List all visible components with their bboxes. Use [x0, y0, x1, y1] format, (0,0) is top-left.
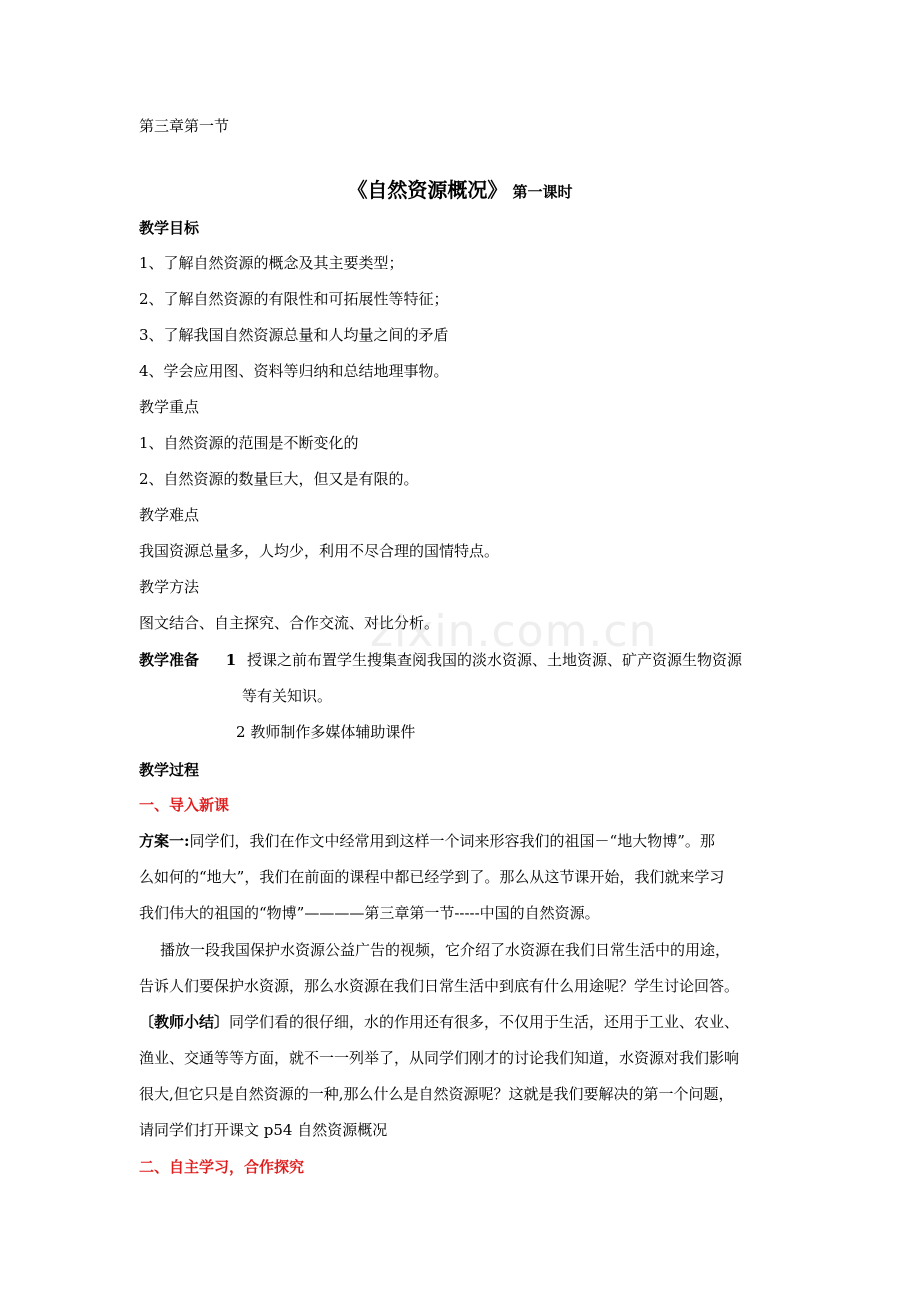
difficulties-heading: 教学难点: [139, 506, 200, 524]
title-main: 《自然资源概况》: [347, 178, 508, 202]
lesson-title: [0, 174, 920, 203]
title-sub: 第一课时: [512, 183, 573, 201]
summary-line: 请同学们打开课文 p54 自然资源概况: [139, 1121, 388, 1139]
methods-heading: 教学方法: [139, 578, 200, 596]
preparation-item2-number: 2: [236, 723, 246, 741]
preparation-row-1: [139, 650, 789, 670]
key-point-item: 2、自然资源的数量巨大，但又是有限的。: [139, 470, 419, 488]
plan-line: [139, 831, 789, 851]
objective-item: 2、了解自然资源的有限性和可拓展性等特征；: [139, 290, 449, 308]
chapter-header: 第三章第一节: [139, 117, 230, 135]
process-heading: 教学过程: [139, 761, 200, 779]
key-point-item: 1、自然资源的范围是不断变化的: [139, 434, 359, 452]
preparation-item2-text: 教师制作多媒体辅助课件: [250, 723, 416, 741]
preparation-item1-number: 1: [225, 651, 237, 669]
plan-line: 么如何的“地大”，我们在前面的课程中都已经学到了。那么从这节课开始，我们就来学习: [139, 868, 725, 886]
summary-line: [139, 1012, 789, 1032]
paragraph-line: 播放一段我国保护水资源公益广告的视频，它介绍了水资源在我们日常生活中的用途，: [160, 941, 731, 959]
plan-label: 方案一:: [139, 832, 190, 850]
plan-line: 我们伟大的祖国的“物博”————第三章第一节-----中国的自然资源。: [139, 904, 600, 922]
paragraph-line: 告诉人们要保护水资源，那么水资源在我们日常生活中到底有什么用途呢？学生讨论回答。: [139, 977, 740, 995]
plan-text: 同学们，我们在作文中经常用到这样一个词来形容我们的祖国－“地大物博”。那: [189, 832, 715, 850]
objectives-heading: 教学目标: [139, 219, 200, 237]
objective-item: 3、了解我国自然资源总量和人均量之间的矛盾: [139, 326, 449, 344]
preparation-row-2: [236, 722, 776, 742]
key-points-heading: 教学重点: [139, 398, 200, 416]
summary-line: 渔业、交通等等方面，就不一一列举了，从同学们刚才的讨论我们知道，水资源对我们影响: [139, 1049, 740, 1067]
summary-text: 同学们看的很仔细，水的作用还有很多，不仅用于生活，还用于工业、农业、: [229, 1013, 740, 1031]
section1-heading: 一、导入新课: [139, 796, 230, 814]
preparation-item1-continued: 等有关知识。: [242, 687, 333, 705]
objective-item: 1、了解自然资源的概念及其主要类型；: [139, 254, 404, 272]
preparation-heading: 教学准备: [139, 651, 200, 669]
preparation-item1-text: 授课之前布置学生搜集查阅我国的淡水资源、土地资源、矿产资源生物资源: [247, 651, 743, 669]
summary-line: 很大,但它只是自然资源的一种,那么什么是自然资源呢？这就是我们要解决的第一个问题，: [139, 1085, 734, 1103]
methods-text: 图文结合、自主探究、合作交流、对比分析。: [139, 614, 440, 632]
watermark: zixin.com.cn: [370, 606, 658, 657]
section2-heading: 二、自主学习，合作探究: [139, 1158, 305, 1176]
summary-label: 〔教师小结〕: [139, 1013, 230, 1031]
difficulties-text: 我国资源总量多，人均少，利用不尽合理的国情特点。: [139, 542, 500, 560]
objective-item: 4、学会应用图、资料等归纳和总结地理事物。: [139, 362, 449, 380]
